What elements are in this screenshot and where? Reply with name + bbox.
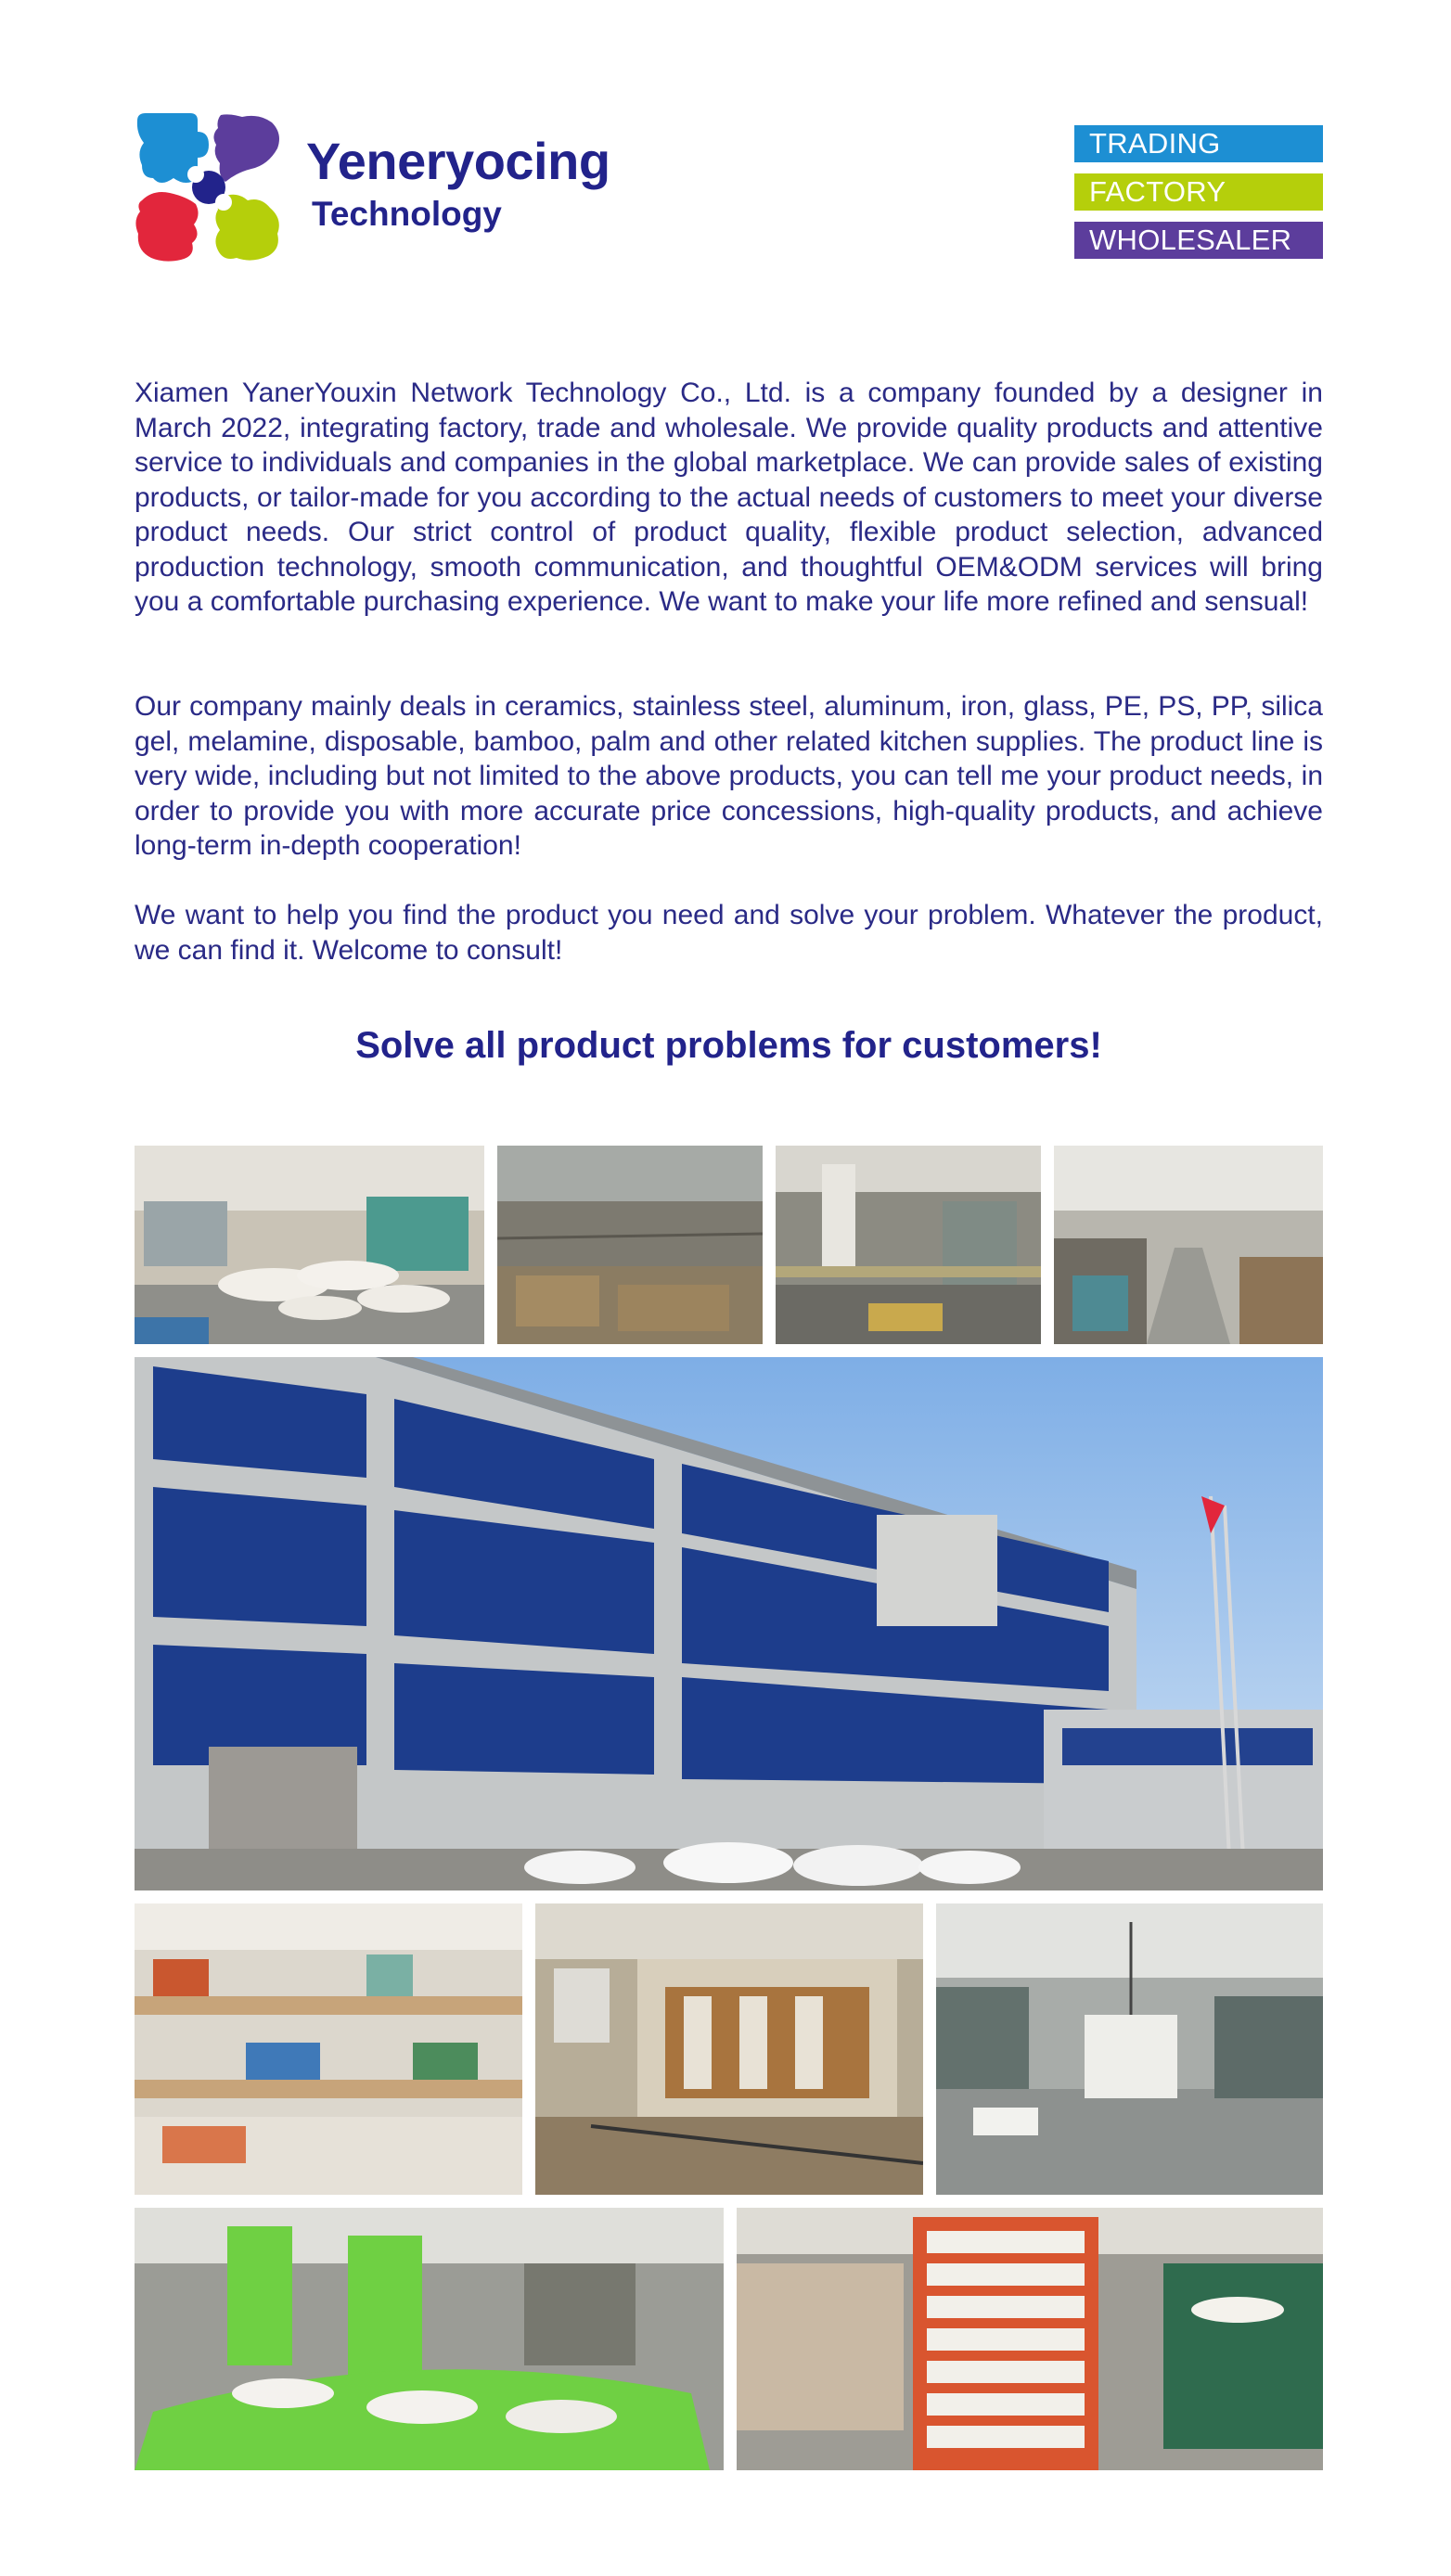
tag-factory: FACTORY <box>1074 173 1323 211</box>
photo-workshop-bowls <box>135 1146 484 1344</box>
photo-showroom <box>135 1903 522 2195</box>
photo-glazing-line <box>776 1146 1041 1344</box>
products-paragraph: Our company mainly deals in ceramics, stainless steel, aluminum, iron, glass, PE, PS, PP, silica gel, melamine, disposable, bamboo, palm and other related kitchen supplies. The product line is very wide, including but not limited to the above products, you can tell me your product needs, in order to provide you with more accurate price concessions, high-quality products, and achieve long-term in-depth cooperation! <box>135 691 1323 861</box>
photo-factory-building <box>135 1357 1323 1890</box>
intro-paragraph: Xiamen YanerYouxin Network Technology Co., Ltd. is a company founded by a designer in March 2022, integrating factory, trade and wholesale. We provide quality products and attentive service to individuals and companies in the global marketplace. We can provide sales of existing products, or tailor-made for you according to the actual needs of customers to meet your diverse product needs. Our strict control of product quality, flexible product selection, advanced production technology, smooth communication, and thoughtful OEM&ODM services will bring you a comfortable purchasing experience. We want to make your life more refined and sensual! <box>135 378 1323 617</box>
photo-forming-machine <box>135 2208 724 2470</box>
photo-warehouse-racks <box>497 1146 763 1344</box>
photo-kiln <box>535 1903 923 2195</box>
tag-trading: TRADING <box>1074 125 1323 162</box>
tag-wholesaler: WHOLESALER <box>1074 222 1323 259</box>
welcome-paragraph: We want to help you find the product you need and solve your problem. Whatever the product, we can find it. Welcome to consult! <box>135 900 1323 966</box>
headline: Solve all product problems for customers! <box>355 1025 1102 1066</box>
brand-logo-icon <box>133 111 286 264</box>
photo-storage-hall <box>1054 1146 1323 1344</box>
photo-drying-racks <box>737 2208 1323 2470</box>
brand-name: Yeneryocing <box>306 132 610 190</box>
photo-production-floor <box>936 1903 1323 2195</box>
brand-subtitle: Technology <box>312 195 502 233</box>
